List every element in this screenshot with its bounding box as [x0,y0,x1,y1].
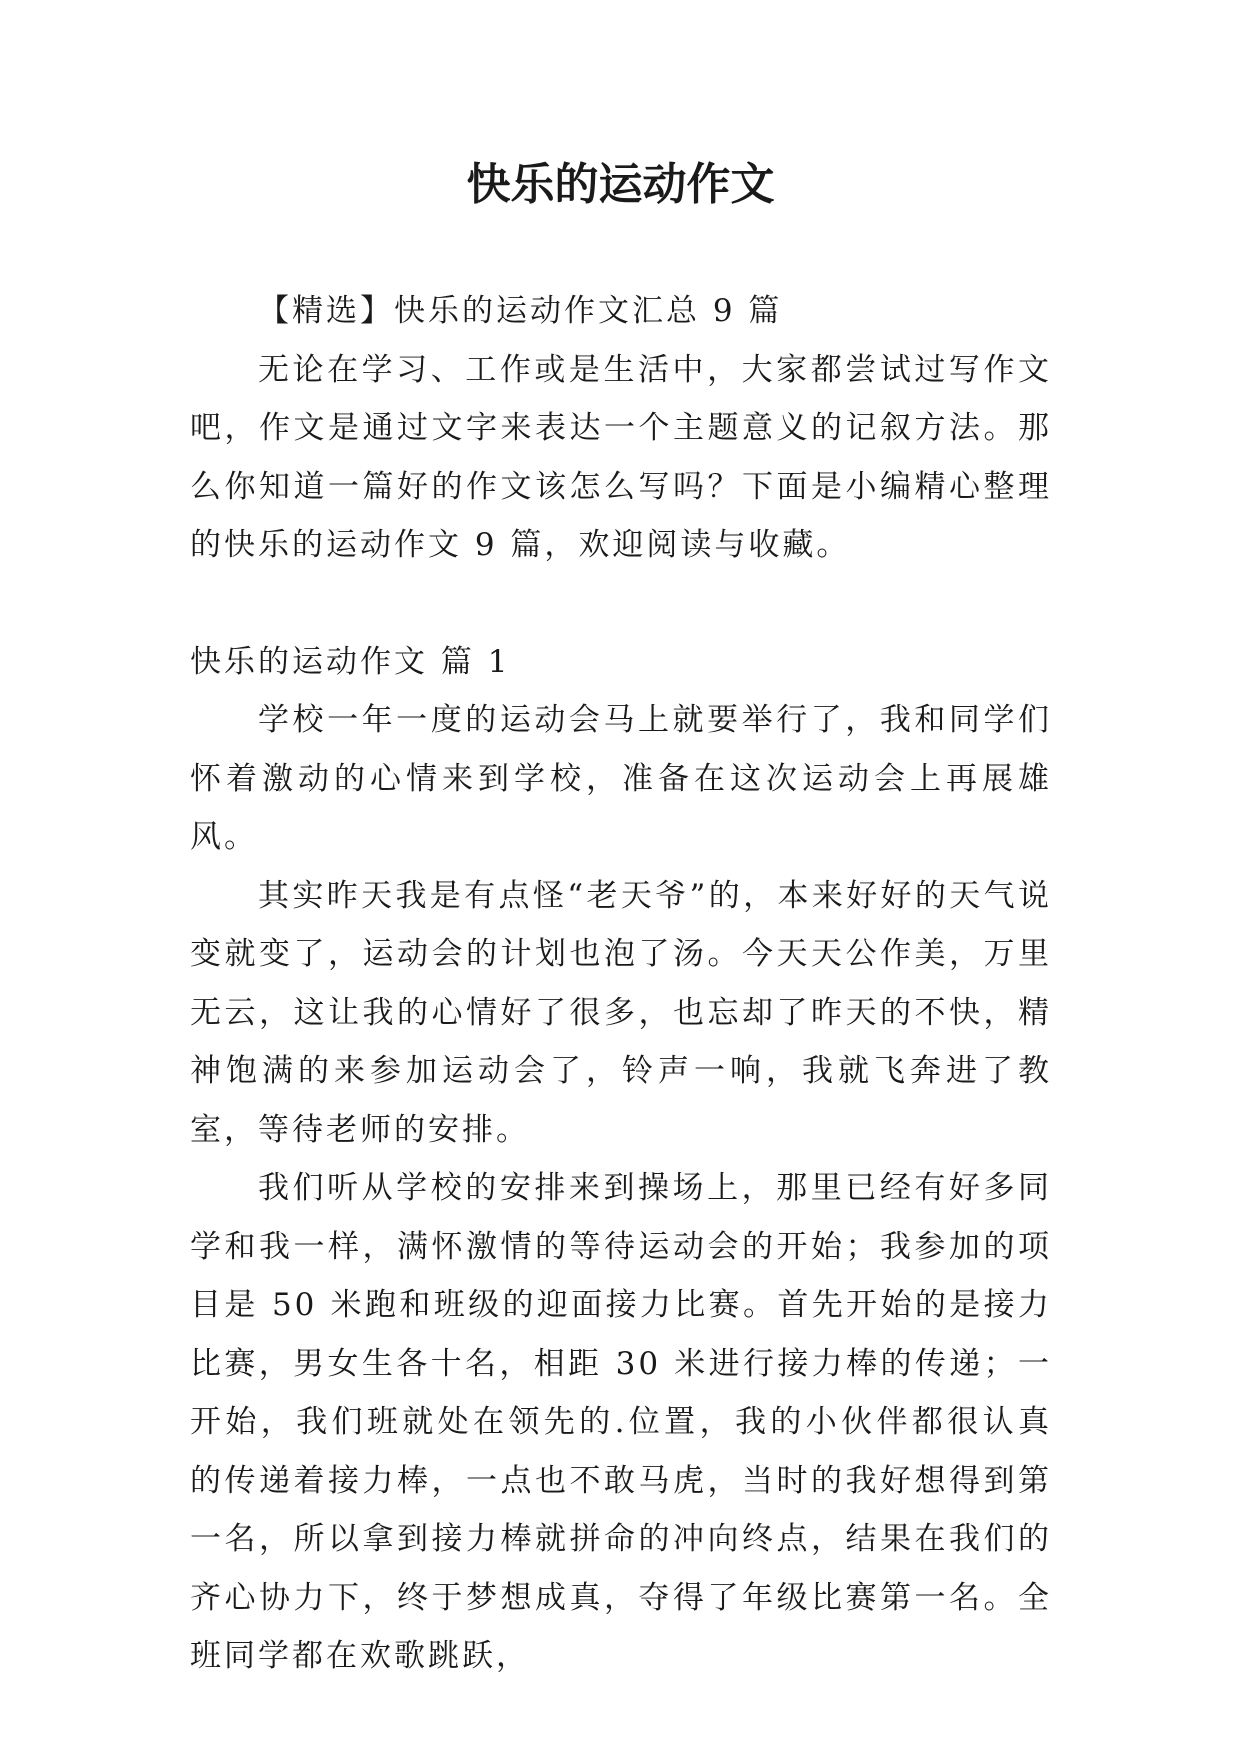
document-title: 快乐的运动作文 [466,159,775,210]
document-body [190,282,1052,1686]
lead-line: 【精选】快乐的运动作文汇总 9 篇 [258,293,783,329]
body-paragraph: 我们听从学校的安排来到操场上，那里已经有好多同学和我一样，满怀激情的等待运动会的开始；我参加的项目是 50 米跑和班级的迎面接力比赛。首先开始的是接力比赛，男女生各十名，相距 30 米进行接力棒的传递；一开始，我们班就处在领先的.位置，我的小伙伴都很认真的传递着接力棒，一点也不敢马虎，当时的我好想得到第一名，所以拿到接力棒就拼命的冲向终点，结果在我们的齐心协力下，终于梦想成真，夺得了年级比赛第一名。全班同学都在欢歌跳跃， [190,1170,1052,1674]
section-heading: 快乐的运动作文 篇 1 [190,643,511,680]
body-paragraph: 其实昨天我是有点怪“老天爷”的，本来好好的天气说变就变了，运动会的计划也泡了汤。今天天公作美，万里无云，这让我的心情好了很多，也忘却了昨天的不快，精神饱满的来参加运动会了，铃声一响，我就飞奔进了教室，等待老师的安排。 [190,877,1052,1148]
intro-paragraph: 无论在学习、工作或是生活中，大家都尝试过写作文吧，作文是通过文字来表达一个主题意义的记叙方法。那么你知道一篇好的作文该怎么写吗？下面是小编精心整理的快乐的运动作文 9 篇，欢迎阅读与收藏。 [190,351,1052,563]
body-paragraph: 学校一年一度的运动会马上就要举行了，我和同学们怀着激动的心情来到学校，准备在这次运动会上再展雄风。 [190,702,1052,855]
